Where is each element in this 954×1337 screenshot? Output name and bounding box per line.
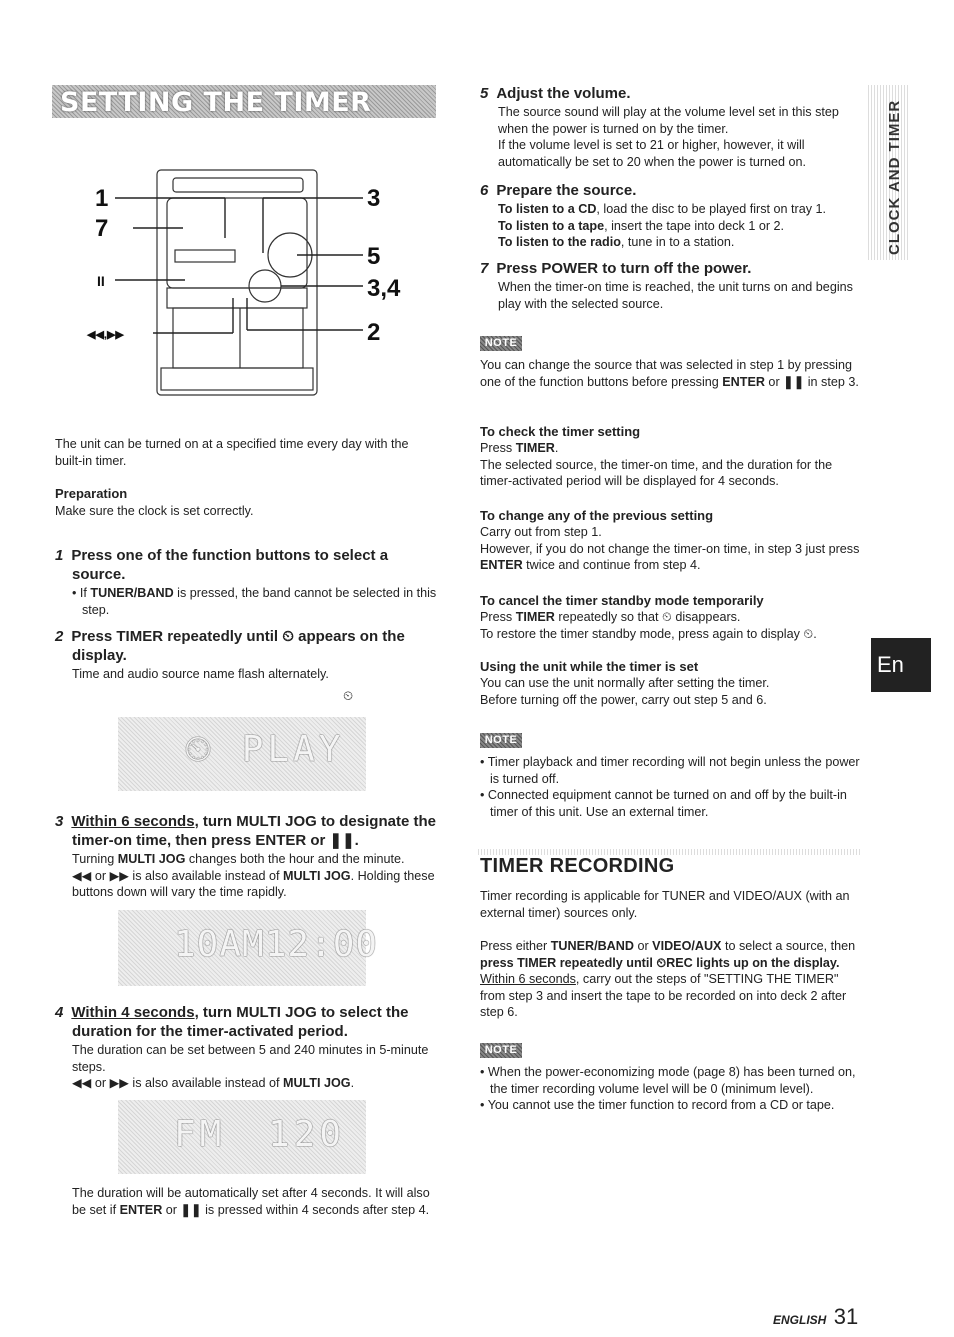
step-1-number: 1 bbox=[55, 547, 64, 564]
note-1-text: You can change the source that was selected in step 1 by pressing one of the function buttons before pressing ENTER or ❚❚ in step 3. bbox=[480, 358, 859, 389]
diagram-label-2: 2 bbox=[367, 319, 381, 346]
preparation-title: Preparation bbox=[55, 486, 128, 501]
lcd-display-duration bbox=[118, 1100, 366, 1174]
step-2: 2 Press TIMER repeatedly until ⏲ appears on the display. Time and audio source name flash alternately. bbox=[55, 627, 437, 683]
diagram-label-3: 3 bbox=[367, 185, 381, 212]
diagram-label-5: 5 bbox=[367, 243, 381, 270]
stereo-diagram bbox=[85, 158, 415, 403]
note-3: • When the power-economizing mode (page 8) has been turned on, the timer recording volume level will be 0 (minimum level). • You cannot use the timer function to record from a CD or tape. bbox=[480, 1065, 856, 1113]
lcd-display-time bbox=[118, 910, 379, 986]
step-2-text: Time and audio source name flash alternately. bbox=[72, 667, 329, 681]
note-badge: NOTE bbox=[480, 336, 522, 351]
diagram-label-7: 7 bbox=[95, 215, 109, 242]
check-section: To check the timer setting Press TIMER. The selected source, the timer-on time, and the duration for the timer-activated period will be displayed for 4 seconds. bbox=[480, 424, 833, 489]
note-2: • Timer playback and timer recording will not begin unless the power is turned off. • Connected equipment cannot be turned on and off by the built-in timer of this unit. Use an external timer. bbox=[480, 755, 860, 819]
lcd-display-play bbox=[118, 717, 366, 791]
intro-text: The unit can be turned on at a specified time every day with the built-in timer. bbox=[55, 437, 409, 468]
note-badge: NOTE bbox=[480, 1043, 522, 1058]
using-section: Using the unit while the timer is set You can use the unit normally after setting the timer. Before turning off the power, carry out step 5 and 6. bbox=[480, 659, 770, 707]
lcd-text: 10AM12:00 bbox=[174, 924, 379, 965]
lcd-text: ⏲ PLAY bbox=[184, 729, 345, 770]
change-section: To change any of the previous setting Carry out from step 1. However, if you do not change the timer-on time, in step 3 just press ENTER twice and continue from step 4. bbox=[480, 508, 860, 573]
lcd-duration: 120 bbox=[268, 1114, 346, 1155]
diagram-label-1: 1 bbox=[95, 185, 109, 212]
banner-title: SETTING THE TIMER bbox=[60, 87, 372, 118]
timer-recording-p1: Timer recording is applicable for TUNER and VIDEO/AUX (with an external timer) sources only. bbox=[480, 889, 850, 920]
sidebar-label: CLOCK AND TIMER bbox=[886, 99, 903, 255]
step-4: 4 Within 4 seconds, turn MULTI JOG to select the duration for the timer-activated period. The duration can be set between 5 and 240 minutes in 5-minute steps. ◀◀ or ▶▶ is also available instead of MULTI JOG. bbox=[55, 1004, 429, 1091]
diagram-label-34: 3,4 bbox=[367, 275, 401, 302]
lcd-source: FM bbox=[174, 1114, 226, 1155]
step-7: 7 Press POWER to turn off the power. When the timer-on time is reached, the unit turns on and begins play with the selected source. bbox=[480, 260, 853, 311]
timer-recording-title: TIMER RECORDING bbox=[480, 855, 675, 877]
step-1 bbox=[55, 546, 437, 618]
diagram-label-skip: ◀◀,▶▶ bbox=[87, 329, 124, 341]
timer-recording-p2: Press either TUNER/BAND or VIDEO/AUX to select a source, then press TIMER repeatedly until ⏲REC lights up on the display. Within 6 seconds, carry out the steps of "SETTING THE TIMER" from step 3 and insert the tape to be recorded on into deck 2 after step 6. bbox=[480, 939, 856, 1020]
page-number: 31 bbox=[833, 1304, 859, 1329]
language-tab: En bbox=[871, 638, 931, 692]
step-1-bullet: • If TUNER/BAND is pressed, the band cannot be selected in this step. bbox=[72, 586, 437, 617]
cancel-section: To cancel the timer standby mode temporarily Press TIMER repeatedly so that ⏲ disappears. To restore the timer standby mode, press again to display ⏲. bbox=[480, 593, 817, 641]
step-2-title: Press TIMER repeatedly until ⏲ appears on the display. bbox=[71, 628, 405, 664]
step-5: 5 Adjust the volume. The source sound will play at the volume level set in this step when the power is turned on by the timer. If the volume level is set to 21 or higher, however, it will automatically be set to 20 when the power is turned on. bbox=[480, 85, 839, 169]
step-6: 6 Prepare the source. To listen to a CD, load the disc to be played first on tray 1. To listen to a tape, insert the tape into deck 1 or 2. To listen to the radio, tune in to a station. bbox=[480, 182, 827, 250]
after-step-4-text: The duration will be automatically set after 4 seconds. It will also be set if ENTER or ❚❚ is pressed within 4 seconds after step 4. bbox=[72, 1186, 430, 1217]
section-banner bbox=[52, 85, 436, 118]
footer bbox=[773, 1304, 858, 1330]
timer-icon: ⏲ bbox=[343, 688, 354, 703]
note-badge: NOTE bbox=[480, 733, 522, 748]
diagram-label-pause: II bbox=[97, 273, 105, 289]
footer-language: ENGLISH bbox=[773, 1313, 827, 1327]
preparation-text: Make sure the clock is set correctly. bbox=[55, 504, 254, 518]
step-3: 3 Within 6 seconds, turn MULTI JOG to designate the timer-on time, then press ENTER or ❚❚. Turning MULTI JOG changes both the hour and the minute. ◀◀ or ▶▶ is also available instead of MULTI JOG. Holding these buttons down will vary the time rapidly. bbox=[55, 813, 436, 900]
step-1-title: Press one of the function buttons to select a source. bbox=[71, 547, 389, 583]
